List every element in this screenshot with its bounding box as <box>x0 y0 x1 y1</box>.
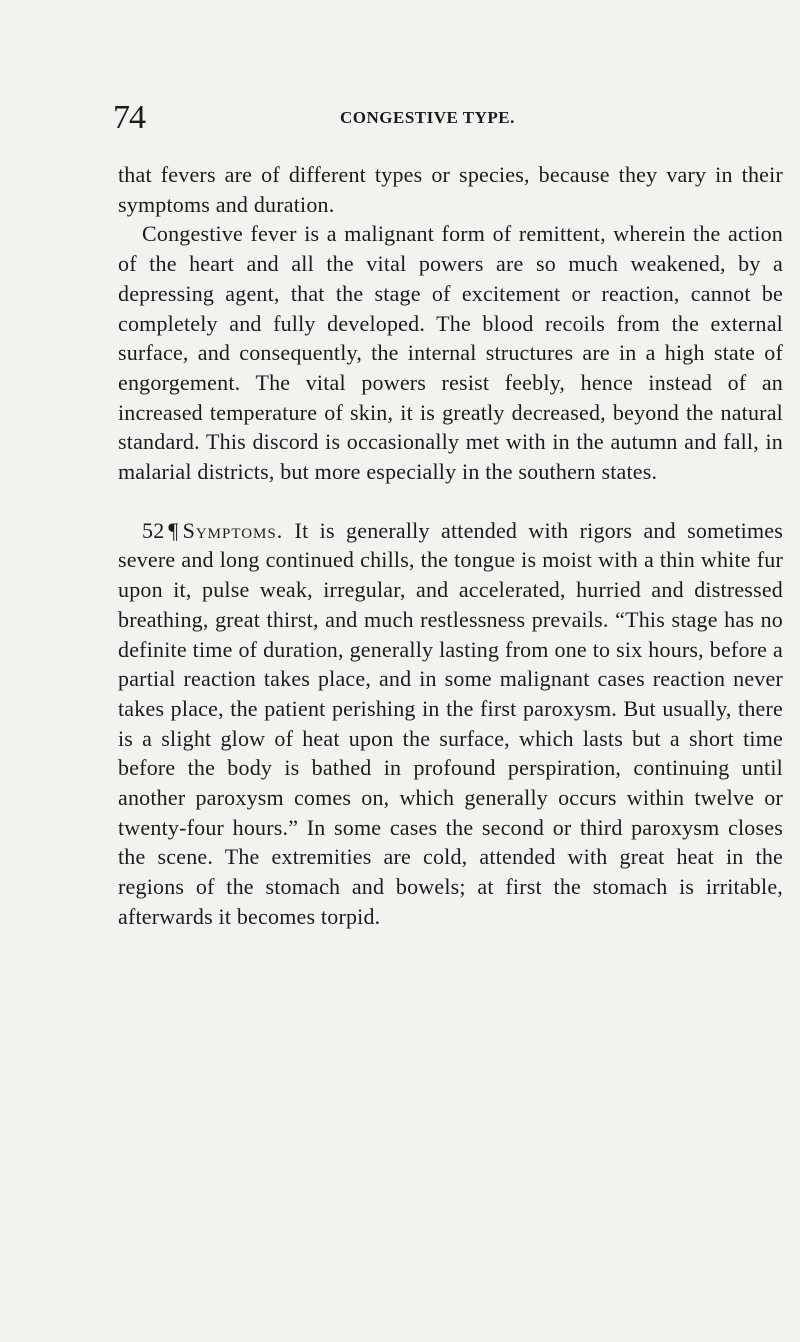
section-text: It is generally attended with rigors and sometimes severe and long continued chills, the tongue is moist with a thin white fur upon it, pulse weak, irregular, and accelerated, hurried and distressed breathing, great thirst, and much restlessness prevails. “This stage has no definite time of duration, generally lasting from one to six hours, before a partial reaction takes place, and in some malignant cases reaction never takes place, the patient perishing in the first paroxysm. But usually, there is a slight glow of heat upon the surface, which lasts but a short time before the body is bathed in profound perspiration, continuing until another paroxysm comes on, which generally occurs within twelve or twenty-four hours.” In some cases the second or third paroxysm closes the scene. The extremities are cold, attended with great heat in the regions of the stomach and bowels; at first the stomach is irritable, afterwards it becomes torpid. <box>118 517 784 929</box>
body-text <box>118 160 783 932</box>
section-number: 52 <box>142 517 165 543</box>
paragraph-symptoms <box>118 516 783 932</box>
paragraph-continuation: that fevers are of different types or species, because they vary in their symptoms and duration. <box>118 162 783 217</box>
running-head: CONGESTIVE TYPE. <box>340 108 515 127</box>
pilcrow-icon: ¶ <box>168 517 179 543</box>
paragraph-congestive-fever: Congestive fever is a malignant form of remittent, wherein the action of the heart and all the vital powers are so much weakened, by a depressing agent, that the stage of excitement or reaction, cannot be completely and fully developed. The blood recoils from the external surface, and consequently, the internal structures are in a high state of engorgement. The vital powers resist feebly, hence instead of an increased temperature of skin, it is greatly decreased, beyond the natural standard. This discord is occasionally met with in the autumn and fall, in malarial districts, but more especially in the southern states. <box>118 221 783 485</box>
page-number: 74 <box>113 99 145 136</box>
section-heading: Symptoms. <box>182 517 284 543</box>
